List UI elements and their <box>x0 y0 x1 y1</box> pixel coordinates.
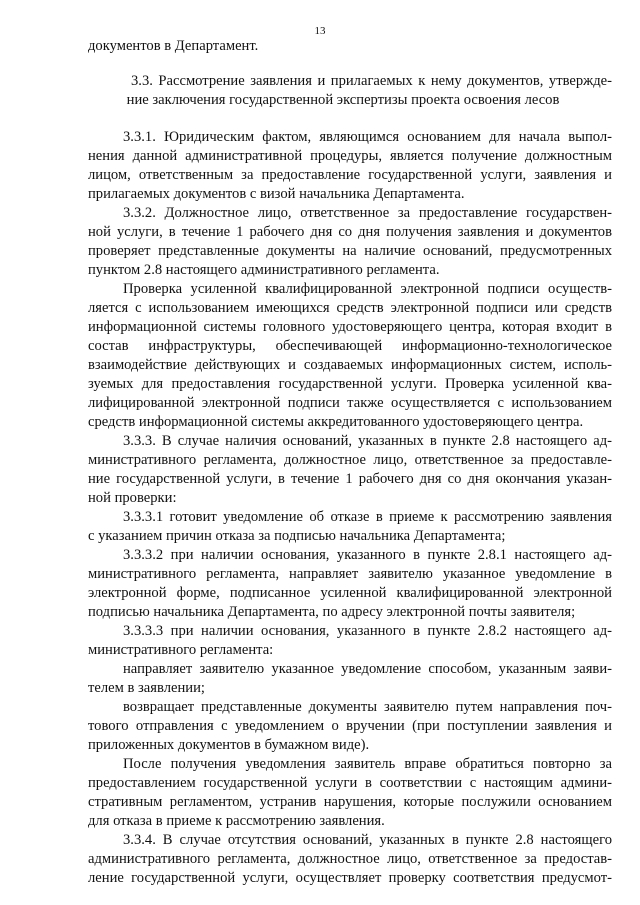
text-line: электронной форме, подписанное усиленной квалифицированной электронной <box>88 585 612 601</box>
text-line: 3.3.1. Юридическим фактом, являющимся основанием для начала выпол- <box>123 129 612 145</box>
text-line: средств информационной системы аккредитованного удостоверяющего центра. <box>88 414 584 430</box>
text-line: ние государственной услуги, в течение 1 рабочего дня со дня окончания указан- <box>88 471 612 487</box>
section-heading-line-1: 3.3. Рассмотрение заявления и прилагаемых к нему документов, утвержде- <box>131 73 612 89</box>
text-line: информационной системы головного удостоверяющего центра, которая входит в <box>88 319 612 335</box>
text-line: После получения уведомления заявитель вправе обратиться повторно за <box>123 756 612 772</box>
text-line: направляет заявителю указанное уведомление способом, указанным заяви- <box>123 661 612 677</box>
text-line: зуемых для предоставления государственной услуги. Проверка усиленной ква- <box>88 376 612 392</box>
text-line: 3.3.2. Должностное лицо, ответственное за предоставление государствен- <box>123 205 612 221</box>
text-line: пунктом 2.8 настоящего административного регламента. <box>88 262 440 278</box>
text-line: тового отправления с уведомлением о вручении (при поступлении заявления и <box>88 718 612 734</box>
text-line: стративным регламентом, устранив нарушения, которые послужили основанием <box>88 794 612 810</box>
text-line: нения данной административной процедуры, является получение должностным <box>88 148 612 164</box>
text-line: лицом, ответственным за предоставление государственной услуги, заявления и <box>88 167 612 183</box>
text-line: Проверка усиленной квалифицированной электронной подписи осуществ- <box>123 281 612 297</box>
text-line: взаимодействие действующих и создаваемых информационных систем, исполь- <box>88 357 612 373</box>
text-line: для отказа в приеме к рассмотрению заявления. <box>88 813 385 829</box>
section-heading-line-2: ние заключения государственной экспертизы проекта освоения лесов <box>126 92 560 108</box>
text-line: 3.3.3.3 при наличии основания, указанного в пункте 2.8.2 настоящего ад- <box>123 623 612 639</box>
text-line: телем в заявлении; <box>88 680 205 696</box>
text-line: 3.3.3.2 при наличии основания, указанного в пункте 2.8.1 настоящего ад- <box>123 547 612 563</box>
text-line: министративного регламента: <box>88 642 274 658</box>
text-line: 3.3.3.1 готовит уведомление об отказе в приеме к рассмотрению заявления <box>123 509 612 525</box>
text-line: 3.3.4. В случае отсутствия оснований, указанных в пункте 2.8 настоящего <box>123 832 612 848</box>
text-line: с указанием причин отказа за подписью начальника Департамента; <box>88 528 506 544</box>
page-number: 13 <box>314 25 326 37</box>
text-line: ление государственной услуги, осуществляет проверку соответствия предусмот- <box>88 870 612 886</box>
text-line: министративного регламента, должностное лицо, ответственное за предоставле- <box>88 452 612 468</box>
text-line: министративного регламента, направляет заявителю указанное уведомление в <box>88 566 612 582</box>
text-line: ной проверки: <box>88 490 177 506</box>
text-line: возвращает представленные документы заявителю путем направления поч- <box>123 699 612 715</box>
text-line: подписью начальника Департамента, по адресу электронной почты заявителя; <box>88 604 576 620</box>
carry-over-line: документов в Департамент. <box>88 38 259 54</box>
text-line: административного регламента, должностное лицо, ответственное за предостав- <box>88 851 612 867</box>
text-line: приложенных документов в бумажном виде). <box>88 737 370 753</box>
text-line: состав инфраструктуры, обеспечивающей информационно-технологическое <box>88 338 612 354</box>
text-line: ляется с использованием имеющихся средств электронной подписи или средств <box>88 300 612 316</box>
text-line: лифицированной электронной подписи также осуществляется с использованием <box>88 395 612 411</box>
text-line: проверяет представленные документы на наличие оснований, предусмотренных <box>88 243 612 259</box>
text-line: предоставлением государственной услуги в соответствии с настоящим админи- <box>88 775 612 791</box>
text-line: прилагаемых документов с визой начальника Департамента. <box>88 186 465 202</box>
text-line: ной услуги, в течение 1 рабочего дня со дня получения заявления и документов <box>88 224 612 240</box>
text-line: 3.3.3. В случае наличия оснований, указанных в пункте 2.8 настоящего ад- <box>123 433 612 449</box>
